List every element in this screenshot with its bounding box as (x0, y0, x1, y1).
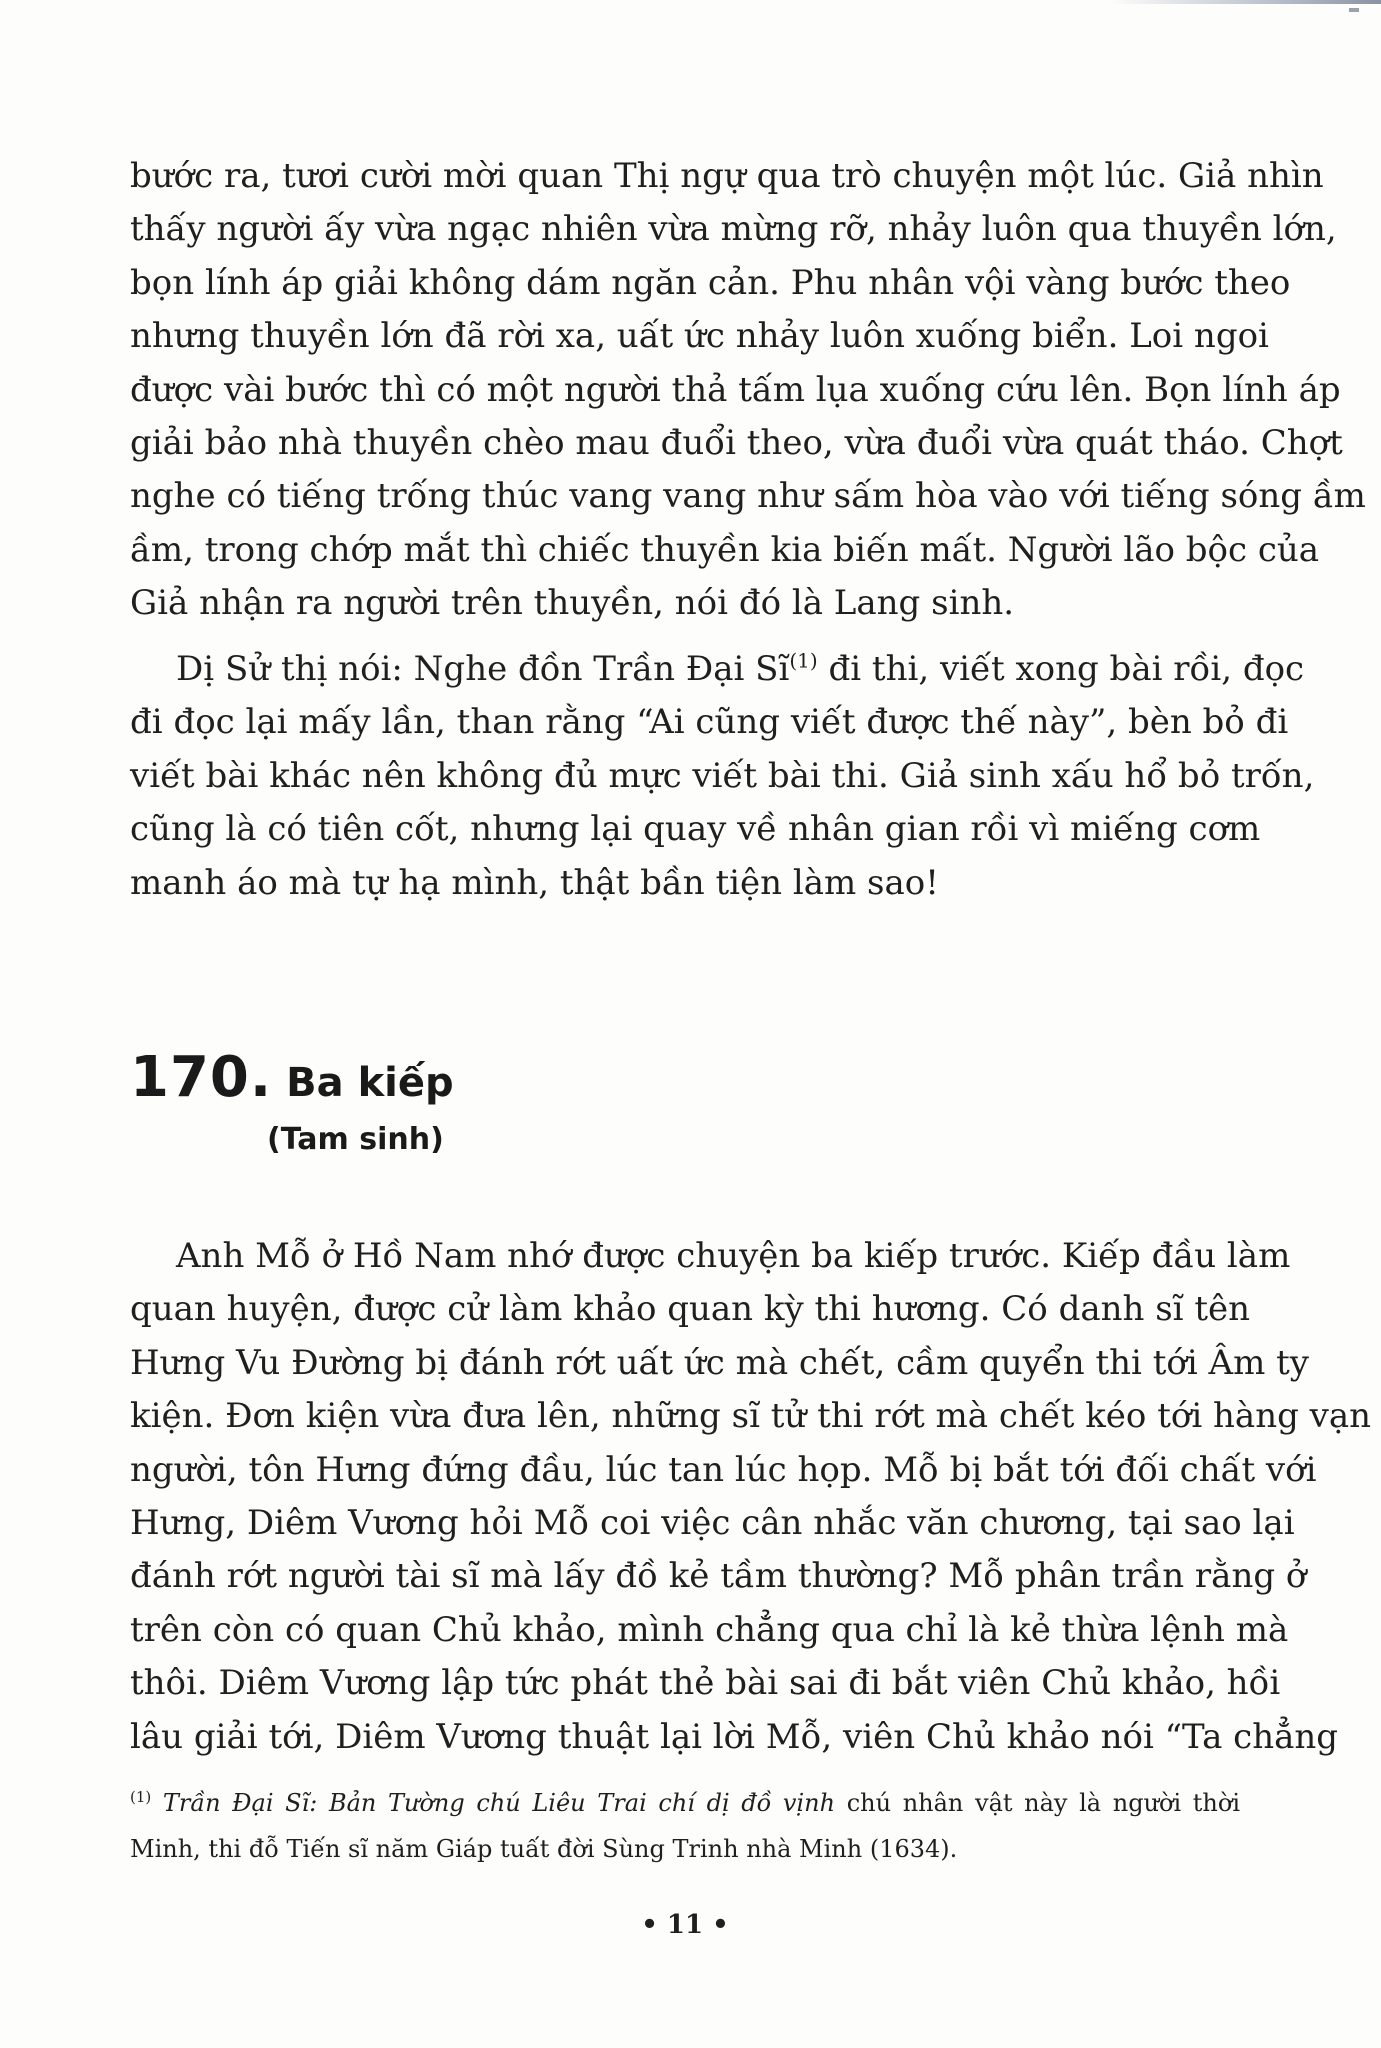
paragraph-2-line: manh áo mà tự hạ mình, thật bần tiện làm sao! (130, 862, 939, 903)
section-number: 170. (130, 1045, 273, 1110)
section-title: Ba kiếp (286, 1060, 454, 1106)
paragraph-1-line: bọn lính áp giải không dám ngăn cản. Phu nhân vội vàng bước theo (130, 262, 1291, 303)
paragraph-1-line: giải bảo nhà thuyền chèo mau đuổi theo, vừa đuổi vừa quát tháo. Chợt (130, 423, 1343, 464)
footnote-text: chú nhân vật này là người thời (835, 1789, 1241, 1817)
paragraph-3-line: kiện. Đơn kiện vừa đưa lên, những sĩ tử thi rớt mà chết kéo tới hàng vạn (130, 1396, 1372, 1437)
footnote-reference: (1) (789, 648, 818, 673)
paragraph-1-line: Giả nhận ra người trên thuyền, nói đó là Lang sinh. (130, 583, 1015, 624)
paragraph-3-line: trên còn có quan Chủ khảo, mình chẳng qua chỉ là kẻ thừa lệnh mà (130, 1609, 1289, 1650)
scan-edge-shadow (1110, 0, 1381, 4)
paragraph-1-line: được vài bước thì có một người thả tấm lụa xuống cứu lên. Bọn lính áp (130, 369, 1341, 410)
footnote-marker: (1) (130, 1788, 152, 1806)
paragraph-3 (130, 1230, 1372, 1764)
paragraph-3-line: đánh rớt người tài sĩ mà lấy đồ kẻ tầm thường? Mỗ phân trần rằng ở (130, 1556, 1307, 1597)
paragraph-2-line: đi đọc lại mấy lần, than rằng “Ai cũng viết được thế này”, bèn bỏ đi (130, 702, 1289, 743)
paragraph-1-line: ầm, trong chớp mắt thì chiếc thuyền kia biến mất. Người lão bộc của (130, 529, 1320, 570)
paragraph-3-line: quan huyện, được cử làm khảo quan kỳ thi hương. Có danh sĩ tên (130, 1289, 1251, 1330)
paragraph-2-first-line (130, 643, 1305, 696)
paragraph-3-line: Anh Mỗ ở Hồ Nam nhớ được chuyện ba kiếp trước. Kiếp đầu làm (176, 1236, 1291, 1276)
paragraph-2-line: viết bài khác nên không đủ mực viết bài thi. Giả sinh xấu hổ bỏ trốn, (130, 755, 1315, 796)
paragraph-3-line: Hưng, Diêm Vương hỏi Mỗ coi việc cân nhắc văn chương, tại sao lại (130, 1503, 1295, 1544)
paragraph-2-text: đi thi, viết xong bài rồi, đọc (817, 649, 1305, 689)
paragraph-1-line: nghe có tiếng trống thúc vang vang như sấm hòa vào với tiếng sóng ầm (130, 476, 1366, 517)
paragraph-3-line: người, tôn Hưng đứng đầu, lúc tan lúc họp. Mỗ bị bắt tới đối chất với (130, 1449, 1317, 1490)
paragraph-2-line: cũng là có tiên cốt, nhưng lại quay về nhân gian rồi vì miếng cơm (130, 809, 1261, 850)
paragraph-1-line: thấy người ấy vừa ngạc nhiên vừa mừng rỡ, nhảy luôn qua thuyền lớn, (130, 209, 1337, 250)
paragraph-1 (130, 150, 1366, 631)
section-subtitle: (Tam sinh) (267, 1122, 444, 1157)
page-number: • 11 • (641, 1910, 729, 1940)
footnote-line: Minh, thi đỗ Tiến sĩ năm Giáp tuất đời Sùng Trinh nhà Minh (1634). (130, 1835, 958, 1863)
footnote (130, 1780, 1240, 1872)
paragraph-2 (130, 643, 1315, 910)
paragraph-3-line: thôi. Diêm Vương lập tức phát thẻ bài sai đi bắt viên Chủ khảo, hồi (130, 1663, 1281, 1704)
paragraph-3-line: lâu giải tới, Diêm Vương thuật lại lời Mỗ, viên Chủ khảo nói “Ta chẳng (130, 1716, 1339, 1757)
footnote-line (130, 1780, 1240, 1826)
scan-edge-mark (1349, 8, 1359, 12)
paragraph-3-line: Hưng Vu Đường bị đánh rớt uất ức mà chết, cầm quyển thi tới Âm ty (130, 1342, 1310, 1383)
footnote-source-title: Trần Đại Sĩ: Bản Tường chú Liêu Trai chí dị đồ vịnh (151, 1789, 836, 1817)
paragraph-1-line: bước ra, tươi cười mời quan Thị ngự qua trò chuyện một lúc. Giả nhìn (130, 156, 1324, 196)
paragraph-1-line: nhưng thuyền lớn đã rời xa, uất ức nhảy luôn xuống biển. Loi ngoi (130, 316, 1269, 357)
paragraph-2-text: Dị Sử thị nói: Nghe đồn Trần Đại Sĩ (176, 649, 790, 689)
section-heading (130, 1045, 454, 1110)
